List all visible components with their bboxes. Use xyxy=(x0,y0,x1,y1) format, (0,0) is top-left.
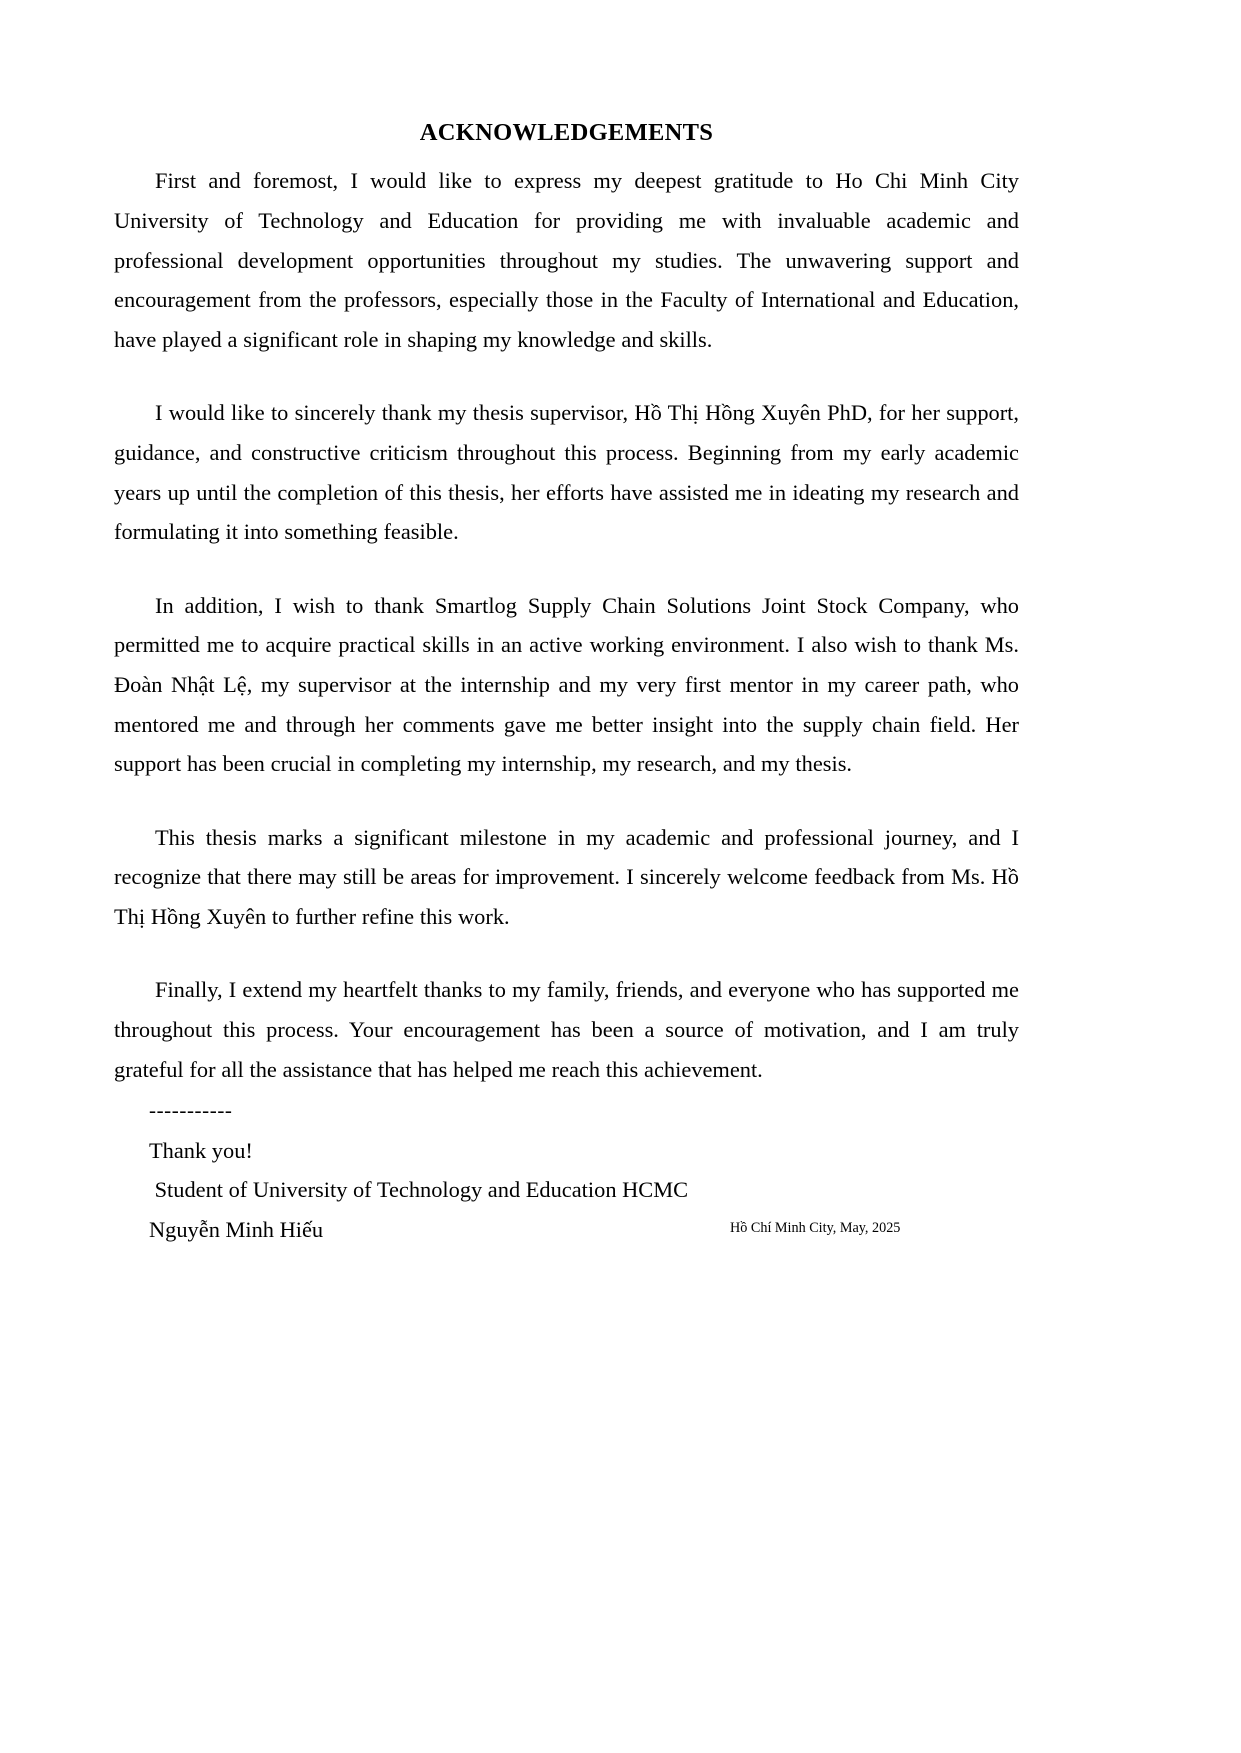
paragraph-2: I would like to sincerely thank my thesis supervisor, Hồ Thị Hồng Xuyên PhD, for her support, guidance, and constructive criticism throughout this process. Beginning from my early academic years up until the completion of this thesis, her efforts have assisted me in ideating my research and formulating it into something feasible. xyxy=(114,400,1019,545)
paragraph-4: This thesis marks a significant milestone in my academic and professional journey, and I recognize that there may still be areas for improvement. I sincerely welcome feedback from Ms. Hồ Thị Hồng Xuyên to further refine this work. xyxy=(114,824,1019,929)
place-and-date: Hồ Chí Minh City, May, 2025 xyxy=(730,1220,901,1237)
paragraph-5: Finally, I extend my heartfelt thanks to my family, friends, and everyone who has supported me throughout this process. Your encouragement has been a source of motivation, and I am truly grateful for all the assistance that has helped me reach this achievement. xyxy=(114,977,1019,1082)
author-name: Nguyễn Minh Hiếu xyxy=(149,1217,324,1243)
author-role-line: Student of University of Technology and Education HCMC xyxy=(149,1177,689,1203)
paragraph-1: First and foremost, I would like to express my deepest gratitude to Ho Chi Minh City University of Technology and Education for providing me with invaluable academic and professional development opportunities throughout my studies. The unwavering support and encouragement from the professors, especially those in the Faculty of International and Education, have played a significant role in shaping my knowledge and skills. xyxy=(114,168,1019,352)
document-body xyxy=(114,118,1019,1250)
page-title: ACKNOWLEDGEMENTS xyxy=(419,119,714,146)
thank-you-line: Thank you! xyxy=(149,1137,253,1163)
paragraph-3: In addition, I wish to thank Smartlog Supply Chain Solutions Joint Stock Company, who permitted me to acquire practical skills in an active working environment. I also wish to thank Ms. Đoàn Nhật Lệ, my supervisor at the internship and my very first mentor in my career path, who mentored me and through her comments gave me better insight into the supply chain field. Her support has been crucial in completing my internship, my research, and my thesis. xyxy=(114,592,1019,777)
signature-name-row xyxy=(114,1210,1019,1250)
signature-block xyxy=(114,1091,1019,1249)
signature-divider: ----------- xyxy=(149,1098,233,1123)
